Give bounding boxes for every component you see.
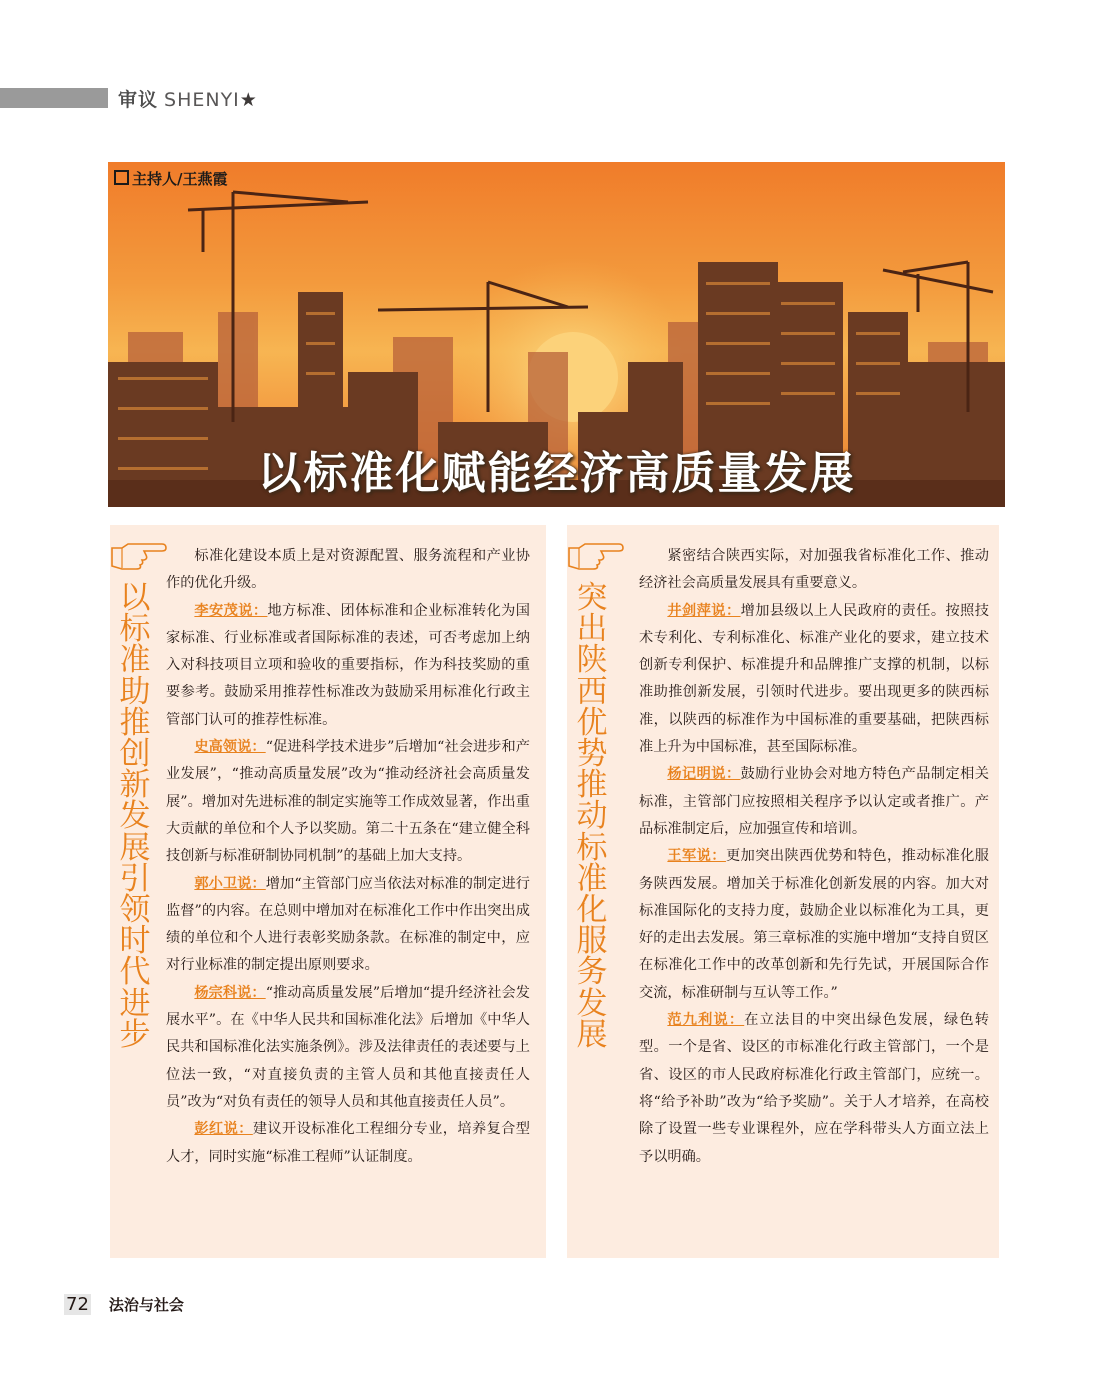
right-paragraph	[639, 843, 989, 1007]
speaker-name: 彭红说：	[194, 1121, 253, 1138]
paragraph-text: 在立法目的中突出绿色发展，绿色转型。一个是省、设区的市标准化行政主管部门，一个是省、设区的市人民政府标准化行政主管部门，应统一。将“给予补助”改为“给予奖励”。关于人才培养，在高校除了设置一些专业课程外，应在学科带头人方面立法上予以明确。	[639, 1012, 989, 1165]
speaker-name: 杨记明说：	[667, 766, 741, 783]
right-intro: 紧密结合陕西实际，对加强我省标准化工作、推动经济社会高质量发展具有重要意义。	[639, 548, 989, 592]
paragraph-text: 鼓励行业协会对地方特色产品制定相关标准，主管部门应按照相关程序予以认定或者推广。产品标准制定后，应加强宣传和培训。	[639, 766, 989, 837]
left-paragraph	[166, 980, 530, 1116]
speaker-name: 杨宗科说：	[194, 984, 266, 1001]
host-credit	[114, 168, 227, 189]
right-column	[567, 525, 999, 1258]
speaker-name: 史高领说：	[194, 739, 266, 756]
left-section-title: 以标准助推创新发展引领时代进步	[119, 580, 151, 1053]
right-paragraph	[639, 761, 989, 843]
right-section-title: 突出陕西优势推动标准化服务发展	[576, 580, 608, 1053]
left-body	[166, 543, 530, 1171]
paragraph-text: “促进科学技术进步”后增加“社会进步和产业发展”，“推动高质量发展”改为“推动经济社会高质量发展”。增加对先进标准的制定实施等工作成效显著，作出重大贡献的单位和个人予以奖励。第二十五条在“建立健全科技创新与标准研制协同机制”的基础上加大支持。	[166, 739, 530, 865]
header-bar	[0, 88, 108, 108]
left-paragraph	[166, 598, 530, 734]
pointing-hand-icon	[108, 538, 168, 572]
speaker-name: 郭小卫说：	[194, 875, 266, 892]
right-paragraph	[639, 1007, 989, 1171]
article-title: 以标准化赋能经济高质量发展	[257, 448, 856, 499]
paragraph-text: 更加突出陕西优势和特色，推动标准化服务陕西发展。增加关于标准化创新发展的内容。加大对标准国际化的支持力度，鼓励企业以标准化为工具，更好的走出去发展。第三章标准的实施中增加“支持自贸区在标准化工作中的改革创新和先行先试，开展国际合作交流，标准研制与互认等工作。”	[639, 848, 989, 1001]
pointing-hand-icon	[565, 538, 625, 572]
right-body	[639, 543, 989, 1171]
left-paragraph	[166, 871, 530, 980]
paragraph-text: “推动高质量发展”后增加“提升经济社会发展水平”。在《中华人民共和国标准化法》后增加《中华人民共和国标准化法实施条例》。涉及法律责任的表述要与上位法一致，“对直接负责的主管人员和其他直接责任人员”改为“对负有责任的领导人员和其他直接责任人员”。	[166, 984, 530, 1110]
host-name: 主持人/王燕霞	[132, 170, 228, 188]
magazine-name: 法治与社会	[108, 1296, 184, 1314]
speaker-name: 王军说：	[667, 848, 726, 865]
square-bullet-icon	[114, 170, 129, 185]
paragraph-text: 建议开设标准化工程细分专业，培养复合型人才，同时实施“标准工程师”认证制度。	[166, 1121, 530, 1165]
paragraph-text: 地方标准、团体标准和企业标准转化为国家标准、行业标准或者国际标准的表述，可否考虑加上纳入对科技项目立项和验收的重要指标，作为科技奖励的重要参考。鼓励采用推荐性标准改为鼓励采用标准化行政主管部门认可的推荐性标准。	[166, 602, 530, 728]
right-paragraph	[639, 598, 989, 762]
speaker-name: 范九利说：	[667, 1012, 745, 1029]
page-number: 72	[66, 1294, 89, 1315]
left-column	[110, 525, 546, 1258]
star-icon: ★	[239, 89, 258, 111]
section-category: 审议	[118, 89, 159, 111]
left-paragraph	[166, 1116, 530, 1171]
speaker-name: 李安茂说：	[194, 602, 268, 619]
section-latin: SHENYI	[164, 89, 240, 111]
paragraph-text: 增加“主管部门应当依法对标准的制定进行监督”的内容。在总则中增加对在标准化工作中作出突出成绩的单位和个人进行表彰奖励条款。在标准的制定中，应对行业标准的制定提出原则要求。	[166, 875, 530, 974]
section-header	[118, 85, 258, 112]
banner-image	[108, 162, 1005, 507]
paragraph-text: 增加县级以上人民政府的责任。按照技术专利化、专利标准化、标准产业化的要求，建立技术创新专利保护、标准提升和品牌推广支撑的机制，以标准助推创新发展，引领时代进步。要出现更多的陕西标准，以陕西的标准作为中国标准的重要基础，把陕西标准上升为中国标准，甚至国际标准。	[639, 602, 989, 756]
left-paragraph	[166, 734, 530, 870]
page-footer	[64, 1294, 184, 1315]
left-intro: 标准化建设本质上是对资源配置、服务流程和产业协作的优化升级。	[166, 548, 530, 592]
speaker-name: 井剑萍说：	[667, 602, 741, 619]
